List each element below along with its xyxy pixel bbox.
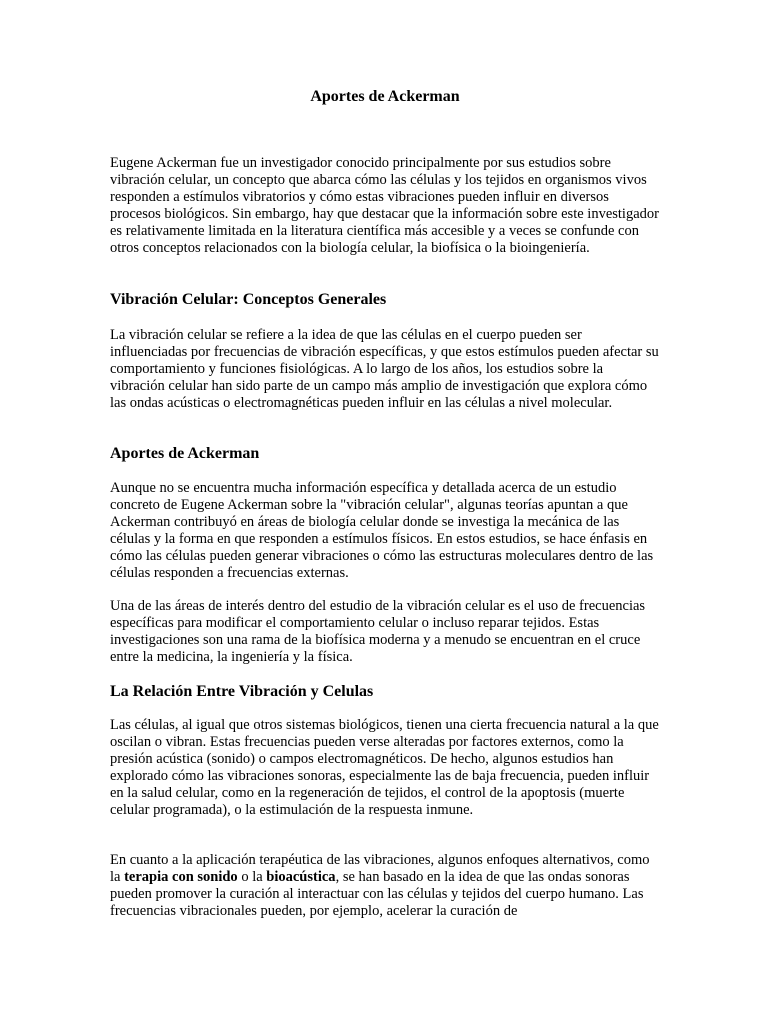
- section3-paragraph-2-text-a: En cuanto a la aplicación terapéutica de las vibraciones, algunos enfoques alternativos, como la: [110, 852, 650, 885]
- section-heading-relacion: La Relación Entre Vibración y Celulas: [110, 683, 374, 700]
- section3-paragraph-2-text-b: o la: [237, 869, 267, 885]
- section2-paragraph-1: Aunque no se encuentra mucha información específica y detallada acerca de un estudio concreto de Eugene Ackerman sobre la "vibración celular", algunas teorías apuntan a que Ackerman contribuyó en áreas de biología celular donde se investiga la mecánica de las células y la forma en que responden a estímulos físicos. En estos estudios, se hace énfasis en cómo las células pueden generar vibraciones o cómo las estructuras moleculares dentro de las células responden a frecuencias externas.: [110, 480, 654, 581]
- section1-paragraph: La vibración celular se refiere a la idea de que las células en el cuerpo pueden ser influenciadas por frecuencias de vibración específicas, y que estos estímulos pueden afectar su comportamiento y funciones fisiológicas. A lo largo de los años, los estudios sobre la vibración celular han sido parte de un campo más amplio de investigación que explora cómo las ondas acústicas o electromagnéticas pueden influir en las células a nivel molecular.: [110, 327, 659, 411]
- bold-term-bioacustica: bioacústica: [266, 869, 336, 885]
- section2-paragraph-2: Una de las áreas de interés dentro del estudio de la vibración celular es el uso de frecuencias específicas para modificar el comportamiento celular o incluso reparar tejidos. Estas investigaciones son una rama de la biofísica moderna y a menudo se encuentran en el cruce entre la medicina, la ingeniería y la física.: [110, 598, 646, 665]
- section-heading-aportes: Aportes de Ackerman: [110, 445, 260, 462]
- section3-paragraph-2: [110, 852, 660, 920]
- section-heading-vibracion-celular: Vibración Celular: Conceptos Generales: [110, 291, 387, 308]
- section3-paragraph-1: Las células, al igual que otros sistemas biológicos, tienen una cierta frecuencia natural a la que oscilan o vibran. Estas frecuencias pueden verse alteradas por factores externos, como la presión acústica (sonido) o campos electromagnéticos. De hecho, algunos estudios han explorado cómo las vibraciones sonoras, especialmente las de baja frecuencia, pueden influir en la salud celular, como en la regeneración de tejidos, el control de la apoptosis (muerte celular programada), o la estimulación de la respuesta inmune.: [110, 717, 659, 818]
- intro-paragraph: Eugene Ackerman fue un investigador conocido principalmente por sus estudios sobre vibración celular, un concepto que abarca cómo las células y los tejidos en organismos vivos responden a estímulos vibratorios y cómo estas vibraciones pueden influir en diversos procesos biológicos. Sin embargo, hay que destacar que la información sobre este investigador es relativamente limitada en la literatura científica más accesible y a veces se confunde con otros conceptos relacionados con la biología celular, la biofísica o la bioingeniería.: [110, 155, 659, 256]
- bold-term-terapia-con-sonido: terapia con sonido: [124, 869, 238, 885]
- section3-paragraph-2-text-c: , se han basado en la idea de que las ondas sonoras pueden promover la curación al interactuar con las células y tejidos del cuerpo humano. Las frecuencias vibracionales pueden, por ejemplo, acelerar la curación de: [110, 869, 644, 919]
- document-title: Aportes de Ackerman: [310, 88, 460, 105]
